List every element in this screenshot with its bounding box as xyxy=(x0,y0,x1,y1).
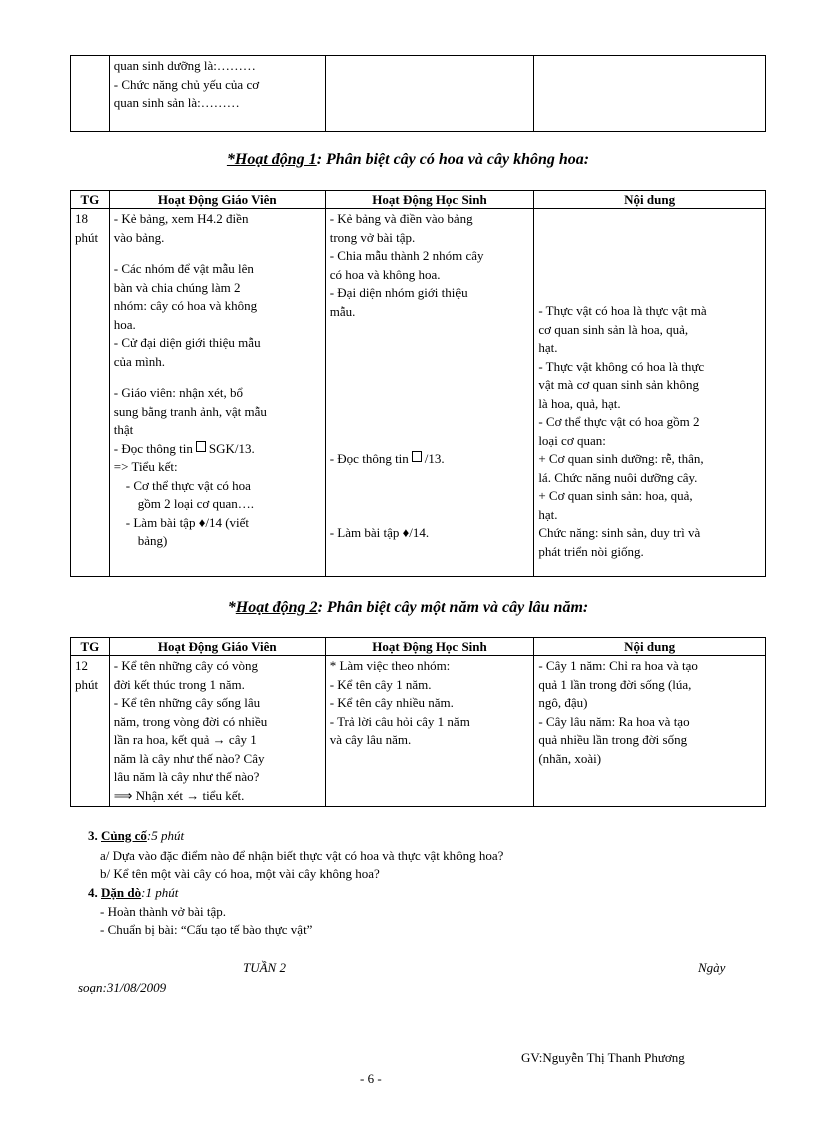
top-line: - Chức năng chủ yếu của cơ xyxy=(113,76,260,92)
top-student-cell xyxy=(325,56,534,132)
teacher-line: thật xyxy=(113,422,134,437)
read-text: - Đọc thông tin xyxy=(329,451,409,466)
content-line: - Cây 1 năm: Chỉ ra hoa và tạo xyxy=(538,658,698,673)
top-teacher-cell xyxy=(109,56,325,132)
section-time: :5 phút xyxy=(146,828,185,843)
teacher-line: - Cơ thể thực vật có hoa xyxy=(125,477,251,493)
read-ref: /13. xyxy=(424,451,445,466)
col-header-teacher: Hoạt Động Giáo Viên xyxy=(109,638,325,656)
consolidation-question: b/ Kể tên một vài cây có hoa, một vài cây không hoa? xyxy=(100,866,380,881)
activity1-teacher-cell xyxy=(109,209,325,577)
student-line: - Kể tên cây 1 năm. xyxy=(329,676,432,692)
teacher-line: của mình. xyxy=(113,353,166,369)
content-line: + Cơ quan sinh sản: hoa, quả, xyxy=(538,488,693,503)
activity1-content-cell xyxy=(534,209,766,577)
section-number: 3. xyxy=(88,828,98,843)
teacher-line: - Kể tên những cây sống lâu xyxy=(113,695,261,710)
content-line: + Cơ quan sinh dưỡng: rễ, thân, xyxy=(538,451,704,466)
content-line: là hoa, quả, hạt. xyxy=(538,395,621,411)
homework-heading xyxy=(88,884,178,901)
teacher-signature: GV:Nguyễn Thị Thanh Phương xyxy=(521,1050,685,1065)
teacher-read-line xyxy=(114,440,321,459)
content-line: - Thực vật không có hoa là thực xyxy=(538,358,705,374)
homework-item: - Hoàn thành vở bài tập. xyxy=(100,904,227,919)
time-line: 18 xyxy=(75,211,88,226)
book-square-icon xyxy=(196,441,206,452)
date-label: Ngày xyxy=(698,960,726,975)
top-line: quan sinh dưỡng là:……… xyxy=(113,58,256,73)
student-line: và cây lâu năm. xyxy=(329,732,412,747)
teacher-line: đời kết thúc trong 1 năm. xyxy=(113,676,245,692)
top-content-cell xyxy=(534,56,766,132)
col-header-time: TG xyxy=(71,638,110,656)
teacher-line: hoa. xyxy=(113,316,136,332)
content-line: cơ quan sinh sản là hoa, quả, xyxy=(538,321,689,337)
col-header-student: Hoạt Động Học Sinh xyxy=(325,191,534,209)
time-line: phút xyxy=(75,229,99,245)
content-line: quả nhiều lần trong đời sống xyxy=(538,732,688,747)
teacher-line: vào bảng. xyxy=(113,229,165,245)
activity1-heading-rest: : Phân biệt cây có hoa và cây không hoa: xyxy=(316,151,590,168)
section-label: Dặn dò xyxy=(101,885,142,900)
activity1-time-cell xyxy=(71,209,110,577)
activity2-content-cell xyxy=(534,656,766,807)
content-line: ngô, đậu) xyxy=(538,695,588,710)
student-read-line xyxy=(330,450,530,469)
time-line: phút xyxy=(75,676,99,692)
read-text: - Đọc thông tin xyxy=(113,440,193,456)
activity2-teacher-cell xyxy=(109,656,325,807)
page-number: - 6 - xyxy=(360,1071,382,1086)
teacher-line: năm, trong vòng đời có nhiều xyxy=(113,713,268,729)
col-header-teacher: Hoạt Động Giáo Viên xyxy=(109,191,325,209)
content-line: - Cây lâu năm: Ra hoa và tạo xyxy=(538,713,690,729)
teacher-line: => Tiểu kết: xyxy=(113,459,178,474)
content-line: hạt. xyxy=(538,340,558,355)
student-line: - Làm bài tập ♦/14. xyxy=(329,524,430,540)
top-time-cell xyxy=(71,56,110,132)
homework-item: - Chuẩn bị bài: “Cấu tạo tế bào thực vật” xyxy=(100,922,313,937)
teacher-line: sung bằng tranh ảnh, vật mẫu xyxy=(113,403,267,419)
teacher-line: - Làm bài tập ♦/14 (viết xyxy=(125,514,250,530)
teacher-line: lần ra hoa, kết quả → cây 1 xyxy=(113,732,257,747)
consolidation-question: a/ Dựa vào đặc điểm nào để nhận biết thực vật có hoa và thực vật không hoa? xyxy=(100,848,504,863)
teacher-line: năm là cây như thế nào? Cây xyxy=(113,750,265,766)
content-line: vật mà cơ quan sinh sản không xyxy=(538,377,699,392)
activity2-table xyxy=(70,637,766,807)
teacher-line: gồm 2 loại cơ quan…. xyxy=(137,496,255,511)
date-value: soạn:31/08/2009 xyxy=(78,980,167,995)
teacher-line: bảng) xyxy=(137,533,168,548)
student-line: mẫu. xyxy=(329,303,356,319)
teacher-line: ⟹ Nhận xét → tiểu kết. xyxy=(113,787,245,803)
student-line: - Đại diện nhóm giới thiệu xyxy=(329,285,468,300)
book-square-icon xyxy=(412,451,422,462)
activity2-heading xyxy=(0,599,816,617)
content-line: lá. Chức năng nuôi dưỡng cây. xyxy=(538,469,698,485)
content-line: phát triển nòi giống. xyxy=(538,543,644,559)
activity1-heading xyxy=(0,151,816,169)
teacher-line: lâu năm là cây như thế nào? xyxy=(113,769,260,784)
content-line: hạt. xyxy=(538,506,558,522)
teacher-line: bàn và chia chúng làm 2 xyxy=(113,279,241,295)
time-line: 12 xyxy=(75,658,88,673)
week-label: TUẦN 2 xyxy=(243,960,286,975)
activity1-student-cell xyxy=(325,209,534,577)
activity1-table xyxy=(70,190,766,577)
teacher-line: - Kể tên những cây có vòng xyxy=(113,658,259,673)
activity1-heading-lead: *Hoạt động 1 xyxy=(226,151,317,168)
teacher-line: nhóm: cây có hoa và không xyxy=(113,298,258,313)
col-header-time: TG xyxy=(71,191,110,209)
top-line: quan sinh sản là:……… xyxy=(113,95,240,110)
activity2-student-cell xyxy=(325,656,534,807)
activity2-heading-rest: : Phân biệt cây một năm và cây lâu năm: xyxy=(317,599,589,616)
content-line: - Cơ thể thực vật có hoa gồm 2 xyxy=(538,414,700,429)
teacher-line: - Kẻ bảng, xem H4.2 điền xyxy=(113,211,249,226)
content-line: quả 1 lần trong đời sống (lúa, xyxy=(538,676,692,692)
activity2-time-cell xyxy=(71,656,110,807)
student-line: - Kẻ bảng và điền vào bảng xyxy=(329,211,473,226)
activity2-heading-lead: Hoạt động 2 xyxy=(235,599,318,616)
section-label: Củng cố xyxy=(101,828,147,843)
content-line: loại cơ quan: xyxy=(538,432,606,448)
student-line: - Kể tên cây nhiều năm. xyxy=(329,695,454,710)
content-line: Chức năng: sinh sản, duy trì và xyxy=(538,525,701,540)
read-ref: SGK/13. xyxy=(208,440,255,456)
col-header-content: Nội dung xyxy=(534,638,766,656)
student-line: - Chia mẫu thành 2 nhóm cây xyxy=(329,248,484,263)
content-line: (nhãn, xoài) xyxy=(538,750,602,766)
consolidation-heading xyxy=(88,827,184,844)
student-line: * Làm việc theo nhóm: xyxy=(329,658,451,673)
content-line: - Thực vật có hoa là thực vật mà xyxy=(538,303,707,318)
teacher-line: - Giáo viên: nhận xét, bổ xyxy=(113,385,244,400)
teacher-line: - Các nhóm để vật mẫu lên xyxy=(113,261,254,276)
teacher-line: - Cử đại diện giới thiệu mẫu xyxy=(113,335,261,350)
activity2-heading-star: * xyxy=(227,599,236,616)
section-time: :1 phút xyxy=(141,885,179,900)
top-continuation-table xyxy=(70,55,766,132)
col-header-content: Nội dung xyxy=(534,191,766,209)
student-line: trong vở bài tập. xyxy=(329,229,416,245)
student-line: có hoa và không hoa. xyxy=(329,266,441,282)
student-line: - Trả lời câu hỏi cây 1 năm xyxy=(329,713,470,729)
col-header-student: Hoạt Động Học Sinh xyxy=(325,638,534,656)
section-number: 4. xyxy=(88,885,98,900)
